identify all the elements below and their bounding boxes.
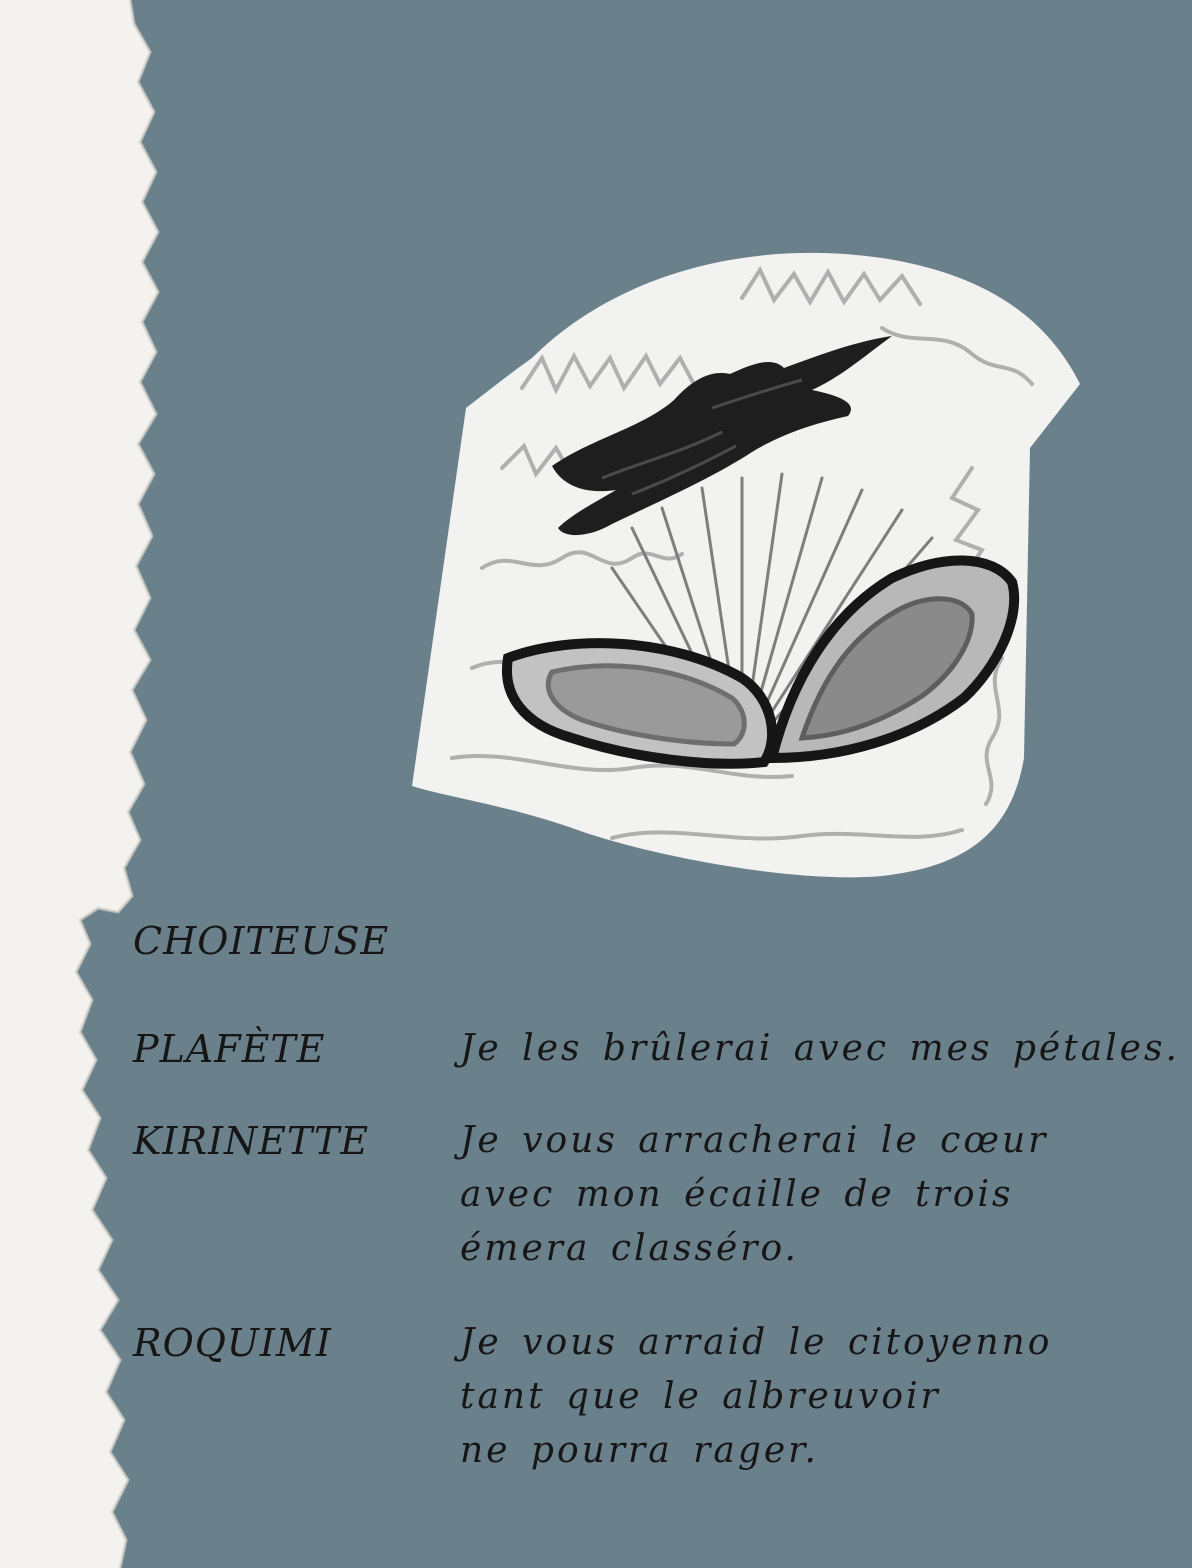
speaker-plafete: PLAFÈTE xyxy=(133,1027,326,1071)
speaker-kirinette: KIRINETTE xyxy=(133,1119,370,1163)
speaker-choiteuse: CHOITEUSE xyxy=(133,919,390,963)
plafete-line-1: Je les brûlerai avec mes pétales. xyxy=(460,1028,1180,1069)
kirinette-line-1: Je vous arracherai le cœur xyxy=(460,1120,1049,1161)
kirinette-line-3: émera classéro. xyxy=(460,1228,799,1269)
roquimi-line-3: ne pourra rager. xyxy=(460,1430,819,1471)
roquimi-line-1: Je vous arraid le citoyenno xyxy=(460,1322,1053,1363)
roquimi-line-2: tant que le albreuvoir xyxy=(460,1376,941,1417)
speaker-roquimi: ROQUIMI xyxy=(133,1321,332,1365)
kirinette-line-2: avec mon écaille de trois xyxy=(460,1174,1014,1215)
